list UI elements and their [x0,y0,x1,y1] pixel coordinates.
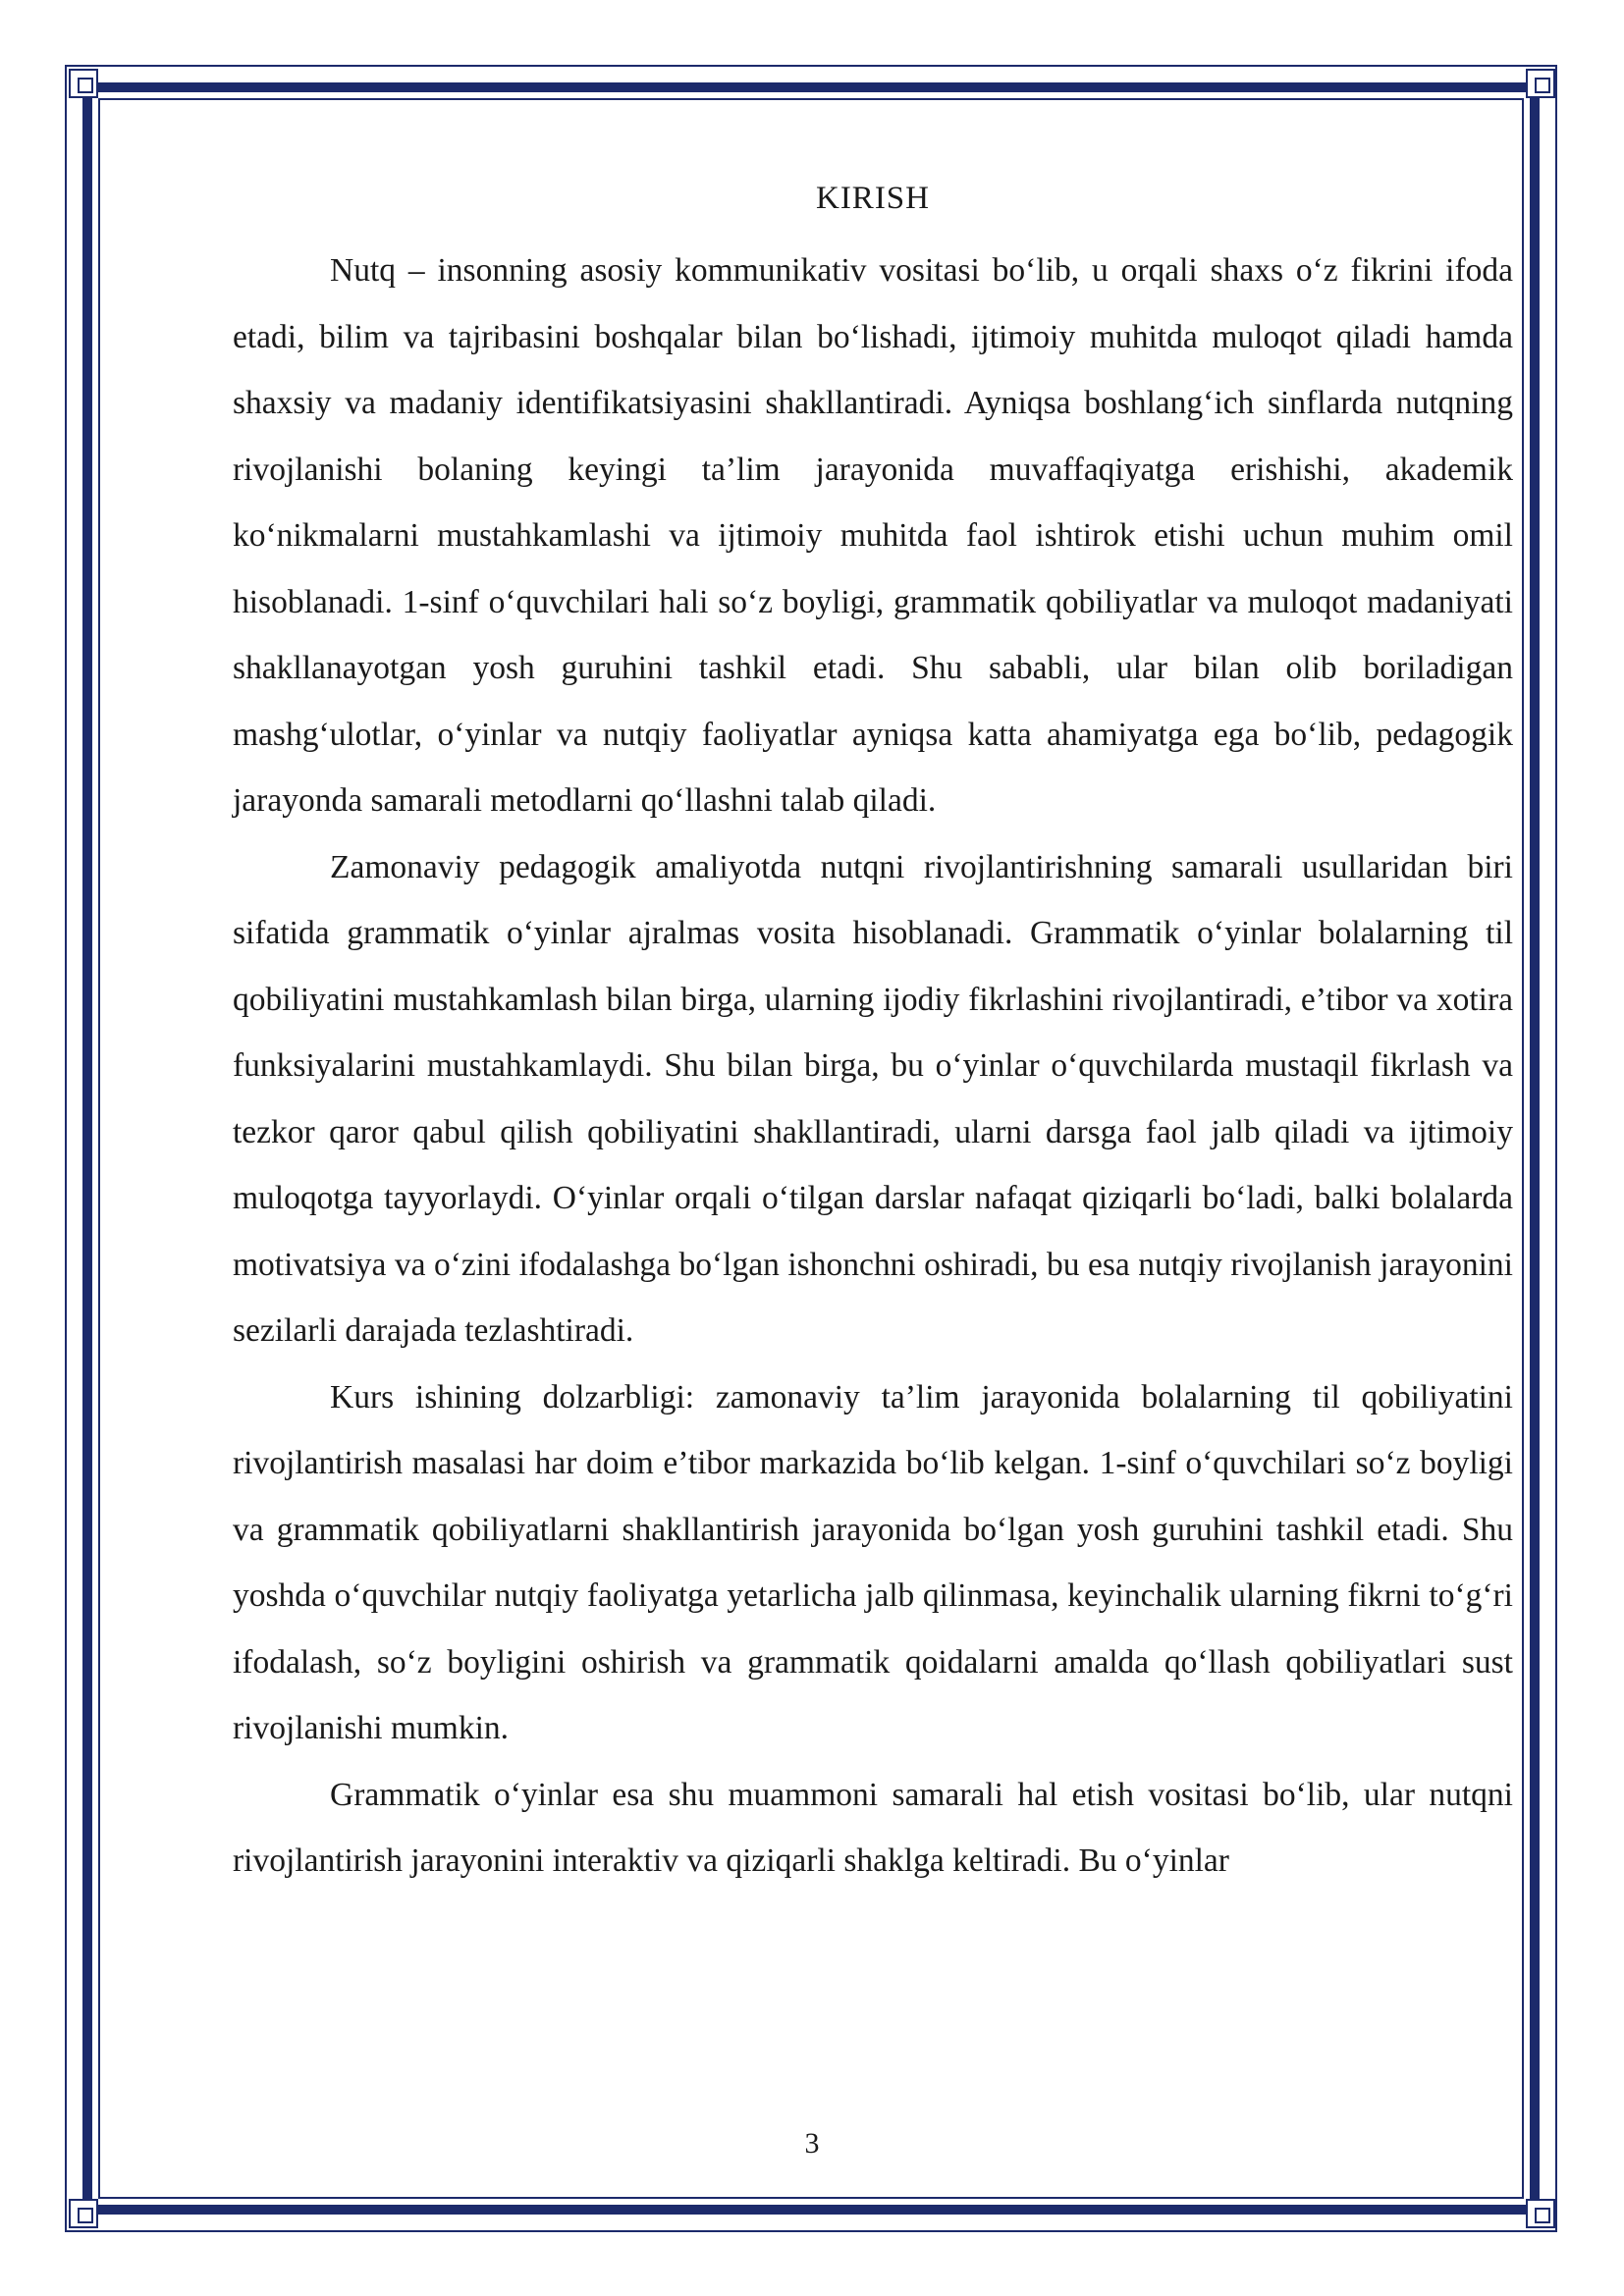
document-body [233,171,1513,1895]
corner-ornament-bottom-left [69,2199,98,2228]
paragraph-3: Kurs ishining dolzarbligi: zamonaviy ta’lim jarayonida bolalarning til qobiliyatini rivojlantirish masalasi har doim e’tibor markazida bo‘lib kelgan. 1-sinf o‘quvchilari so‘z boyligi va grammatik qobiliyatlarni shakllantirish jarayonida bo‘lgan yosh guruhini tashkil etadi. Shu yoshda o‘quvchilar nutqiy faoliyatga yetarlicha jalb qilinmasa, keyinchalik ularning fikrni to‘g‘ri ifodalash, so‘z boyligini oshirish va grammatik qoidalarni amalda qo‘llash qobiliyatlari sust rivojlanishi mumkin. [233,1378,1513,1746]
corner-ornament-bottom-right [1526,2199,1555,2228]
corner-ornament-top-left [69,69,98,98]
paragraph-4: Grammatik o‘yinlar esa shu muammoni samarali hal etish vositasi bo‘lib, ular nutqni rivojlantirish jarayonini interaktiv va qiziqarli shaklga keltiradi. Bu o‘yinlar [233,1776,1513,1879]
corner-ornament-top-right [1526,69,1555,98]
paragraph-2: Zamonaviy pedagogik amaliyotda nutqni rivojlantirishning samarali usullaridan biri sifatida grammatik o‘yinlar ajralmas vosita hisoblanadi. Grammatik o‘yinlar bolalarning til qobiliyatini mustahkamlash bilan birga, ularning ijodiy fikrlashini rivojlantiradi, e’tibor va xotira funksiyalarini mustahkamlaydi. Shu bilan birga, bu o‘yinlar o‘quvchilarda mustaqil fikrlash va tezkor qaror qabul qilish qobiliyatini shakllantiradi, ularni darsga faol jalb qiladi va ijtimoiy muloqotga tayyorlaydi. O‘yinlar orqali o‘tilgan darslar nafaqat qiziqarli bo‘ladi, balki bolalarda motivatsiya va o‘zini ifodalashga bo‘lgan ishonchni oshiradi, bu esa nutqiy rivojlanish jarayonini sezilarli darajada tezlashtiradi. [233,848,1513,1349]
section-heading: KIRISH [815,181,930,216]
page-number: 3 [804,2127,820,2160]
paragraph-1: Nutq – insonning asosiy kommunikativ vositasi bo‘lib, u orqali shaxs o‘z fikrini ifoda etadi, bilim va tajribasini boshqalar bilan bo‘lishadi, ijtimoiy muhitda muloqot qiladi hamda shaxsiy va madaniy identifikatsiyasini shakllantiradi. Ayniqsa boshlang‘ich sinflarda nutqning rivojlanishi bolaning keyingi ta’lim jarayonida muvaffaqiyatga erishishi, akademik ko‘nikmalarni mustahkamlashi va ijtimoiy muhitda faol ishtirok etishi uchun muhim omil hisoblanadi. 1-sinf o‘quvchilari hali so‘z boyligi, grammatik qobiliyatlar va muloqot madaniyati shakllanayotgan yosh guruhini tashkil etadi. Shu sababli, ular bilan olib boriladigan mashg‘ulotlar, o‘yinlar va nutqiy faoliyatlar ayniqsa katta ahamiyatga ega bo‘lib, pedagogik jarayonda samarali metodlarni qo‘llashni talab qiladi. [233,252,1513,819]
